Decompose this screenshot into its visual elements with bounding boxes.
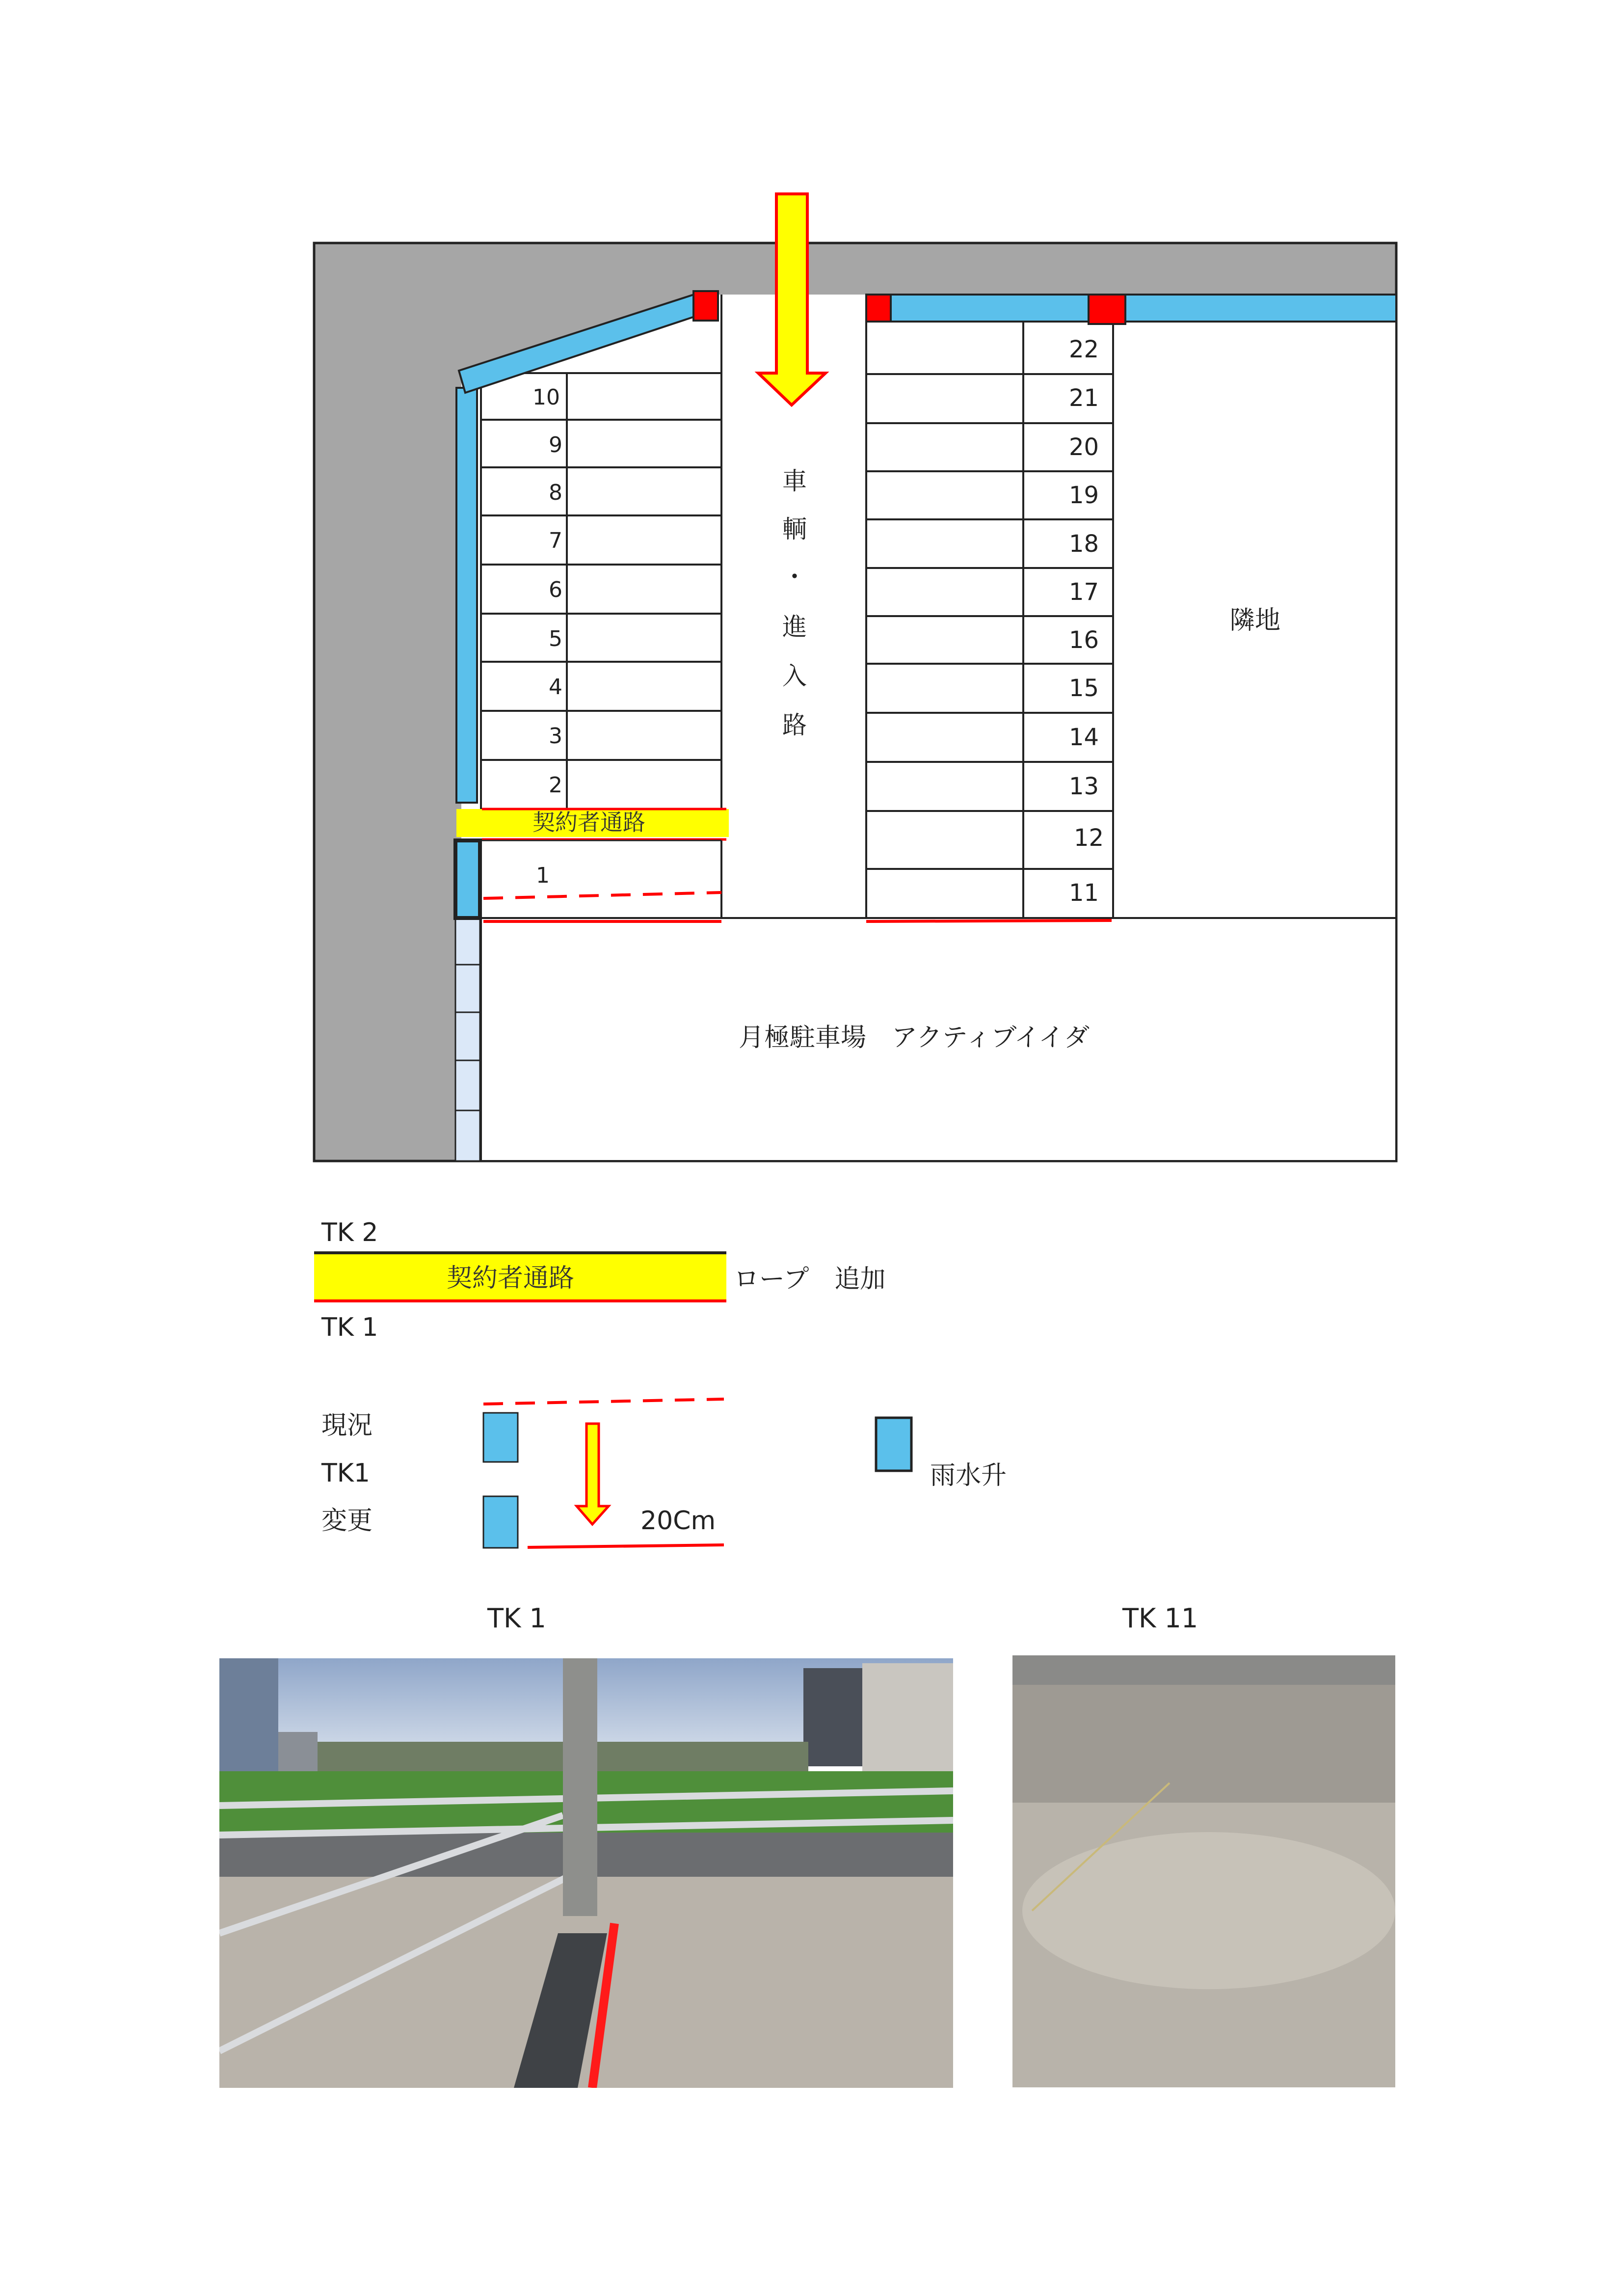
photo-tk11 — [1012, 1655, 1395, 2087]
legend-offset: 20Cm — [640, 1506, 716, 1536]
passage-label: 契約者通路 — [532, 809, 645, 836]
legend-drain-current — [483, 1413, 518, 1462]
slot-number: 12 — [1074, 824, 1104, 852]
legend-drain-icon — [876, 1418, 911, 1471]
red-marker-right — [1089, 295, 1125, 324]
slot-number: 2 — [549, 773, 562, 798]
slot-number: 16 — [1069, 626, 1099, 654]
drain-channel-grid — [455, 918, 480, 1161]
slot-number: 3 — [549, 724, 562, 749]
slot-number: 19 — [1069, 482, 1099, 509]
legend-passage-label: 契約者通路 — [447, 1264, 575, 1293]
legend-dashed-line — [483, 1399, 724, 1404]
driveway-label-char: 車 — [782, 467, 807, 495]
slot-number: 17 — [1069, 578, 1099, 606]
legend-drain-change — [483, 1496, 518, 1548]
photo-caption-left: TK 1 — [487, 1603, 546, 1634]
slot-number: 13 — [1069, 773, 1099, 800]
legend-tk1-short: TK1 — [321, 1459, 370, 1488]
legend-down-arrow — [577, 1424, 609, 1524]
slot-number: 5 — [549, 626, 562, 651]
legend-tk1: TK 1 — [321, 1313, 378, 1342]
photo-caption-right: TK 11 — [1122, 1603, 1198, 1634]
slot-number: 1 — [536, 863, 550, 888]
slot-number: 15 — [1069, 675, 1099, 702]
legend-drain-label: 雨水升 — [930, 1461, 1007, 1490]
slot-number: 22 — [1069, 336, 1099, 363]
driveway-label-char: 輌 — [782, 515, 807, 543]
slot-number: 20 — [1069, 433, 1099, 461]
slot-number: 14 — [1069, 724, 1099, 751]
slot-number: 7 — [549, 528, 562, 553]
driveway-label-char: 路 — [782, 711, 807, 739]
driveway-label-char: 入 — [782, 662, 807, 690]
drain-left-vertical — [456, 388, 477, 803]
legend-tk2: TK 2 — [321, 1218, 378, 1247]
neighbor-label: 隣地 — [1229, 606, 1281, 635]
drain-top-right — [866, 295, 1396, 322]
photo-tk1 — [219, 1658, 953, 2088]
slot-number: 9 — [549, 432, 562, 458]
driveway-label-char: ・ — [782, 563, 807, 591]
legend-change: 変更 — [321, 1506, 373, 1536]
slot-number: 18 — [1069, 530, 1099, 558]
red-marker-left — [693, 291, 718, 321]
red-marker-mid — [866, 295, 891, 322]
slot-number: 21 — [1069, 384, 1099, 412]
drain-left-lower — [455, 840, 480, 918]
driveway-label-char: 進 — [782, 613, 807, 641]
slot-number: 8 — [549, 480, 562, 505]
slot-number: 6 — [549, 577, 562, 602]
legend-rope-note: ロープ 追加 — [734, 1265, 886, 1294]
legend-current: 現況 — [321, 1411, 373, 1440]
slot-number: 4 — [549, 675, 562, 700]
parking-lot-label: 月極駐車場 アクティブイイダ — [739, 1023, 1090, 1053]
slot-number: 10 — [532, 385, 560, 410]
slot-number: 11 — [1069, 879, 1099, 907]
